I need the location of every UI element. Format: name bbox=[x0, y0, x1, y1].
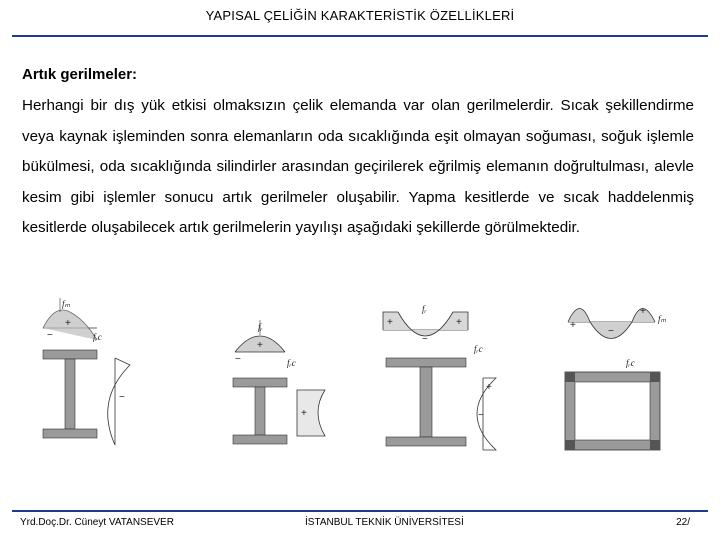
figure-i-section-2 bbox=[225, 290, 340, 455]
fig3-plus-left: + bbox=[387, 317, 393, 328]
fig1-minus: − bbox=[47, 330, 53, 341]
fig2-minus: − bbox=[235, 354, 241, 365]
figure-welded-section bbox=[378, 290, 508, 460]
fig1-side-label: fᵣc bbox=[93, 332, 102, 342]
figure-i-section-1 bbox=[35, 290, 150, 455]
fig3-side-label: fᵣc bbox=[474, 344, 483, 354]
fig4-minus: − bbox=[608, 326, 614, 337]
fig2-plus: + bbox=[257, 340, 263, 351]
fig3-top-label: fᵣ bbox=[422, 304, 427, 314]
fig1-web-minus: − bbox=[119, 392, 125, 403]
fig3-web-minus: − bbox=[478, 410, 484, 421]
fig4-side-label: fᵣc bbox=[626, 358, 635, 368]
footer-divider bbox=[12, 510, 708, 512]
fig3-plus-right: + bbox=[456, 317, 462, 328]
header-divider bbox=[12, 35, 708, 37]
footer-author: Yrd.Doç.Dr. Cüneyt VATANSEVER bbox=[20, 517, 174, 528]
body-paragraph: Herhangi bir dış yük etkisi olmaksızın çelik elemanda var olan gerilmelerdir. Sıcak şekillendirme veya kaynak işleminden sonra elemanların oda sıcaklığında eşit olmayan soğuması, soğuk işlemle bükülmesi, oda sıcaklığında silindirler arasından geçirilerek eğrilmiş elemanın doğrultulması, alevle kesim gibi işlemler sonucu artık gerilmeler oluşabilir. Yapma kesitlerde ve sıcak haddelenmiş kesitlerde oluşabilecek artık gerilmelerin yayılışı aşağıdaki şekillerde görülmektedir. bbox=[22, 97, 694, 236]
section-heading: Artık gerilmeler: bbox=[22, 66, 138, 83]
fig4-plus-left: + bbox=[570, 320, 576, 331]
fig2-side-label: fᵣc bbox=[287, 358, 296, 368]
residual-stress-figures bbox=[0, 290, 720, 510]
page-number: 22/ bbox=[676, 517, 690, 528]
fig3-web-plus: + bbox=[486, 382, 492, 393]
footer-institution: İSTANBUL TEKNİK ÜNİVERSİTESİ bbox=[305, 517, 464, 528]
page-title: YAPISAL ÇELİĞİN KARAKTERİSTİK ÖZELLİKLERİ bbox=[205, 8, 515, 23]
fig4-top-label: fₘ bbox=[658, 314, 667, 324]
fig2-web-plus: + bbox=[301, 408, 307, 419]
fig4-plus-right: + bbox=[640, 306, 646, 317]
fig3-minus: − bbox=[422, 334, 428, 345]
fig1-plus: + bbox=[65, 318, 71, 329]
figure-box-section bbox=[560, 290, 685, 460]
fig1-top-label: fₘ bbox=[62, 299, 71, 309]
fig2-top-label: fᵣ bbox=[258, 322, 263, 332]
